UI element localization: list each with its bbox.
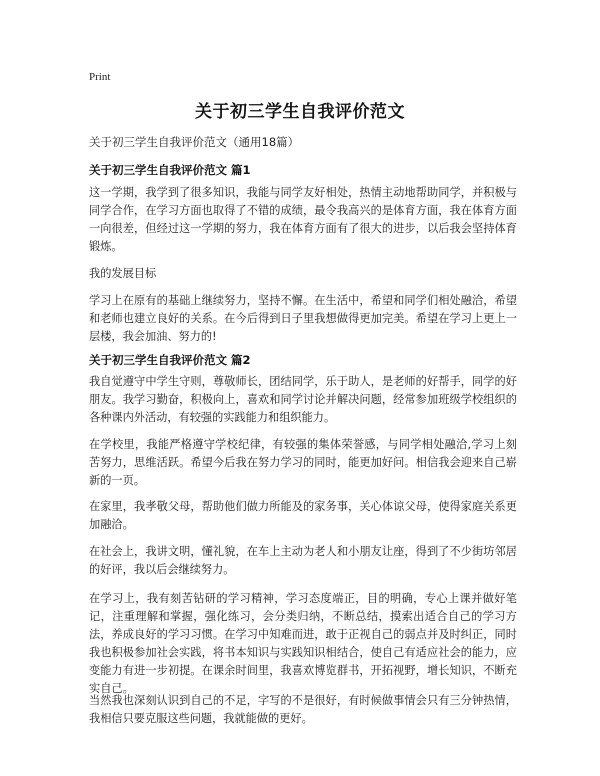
document-title: 关于初三学生自我评价范文 xyxy=(195,102,405,122)
print-link[interactable]: Print xyxy=(89,71,111,83)
paragraph: 当然我也深刻认识到自己的不足，字写的不是很好，有时候做事情会只有三分钟热情，我相信只要克服这些问题，我就能做的更好。 xyxy=(89,694,517,725)
paragraph: 在家里，我孝敬父母，帮助他们做力所能及的家务事，关心体谅父母，使得家庭关系更加融洽。 xyxy=(89,500,517,531)
sub-heading-goals: 我的发展目标 xyxy=(89,267,157,280)
paragraph: 在学习上，我有刻苦钻研的学习精神，学习态度端正，目的明确，专心上课并做好笔记，注重理解和掌握，强化练习，会分类归纳，不断总结，摸索出适合自己的学习方法，养成良好的学习习惯。在学习中知难而进，敢于正视自己的弱点并及时纠正，同时我也积极参加社会实践，将书本知识与实践知识相结合，使自己有适应社会的能力，应变能力有进一步初提。在课余时间里，我喜欢博览群书，开拓视野，增长知识，不断充实自己。 xyxy=(89,592,517,695)
document-subtitle: 关于初三学生自我评价范文（通用18篇） xyxy=(89,135,300,149)
paragraph: 这一学期，我学到了很多知识，我能与同学友好相处，热情主动地帮助同学，并积极与同学合作，在学习方面也取得了不错的成绩，最令我高兴的是体育方面，我在体育方面一向很差，但经过这一学期的努力，我在体育方面有了很大的进步，以后我会坚持体育锻炼。 xyxy=(89,186,517,253)
paragraph: 在社会上，我讲文明，懂礼貌，在车上主动为老人和小朋友让座，得到了不少街坊邻居的好评，我以后会继续努力。 xyxy=(89,545,517,576)
paragraph: 学习上在原有的基础上继续努力，坚持不懈。在生活中，希望和同学们相处融洽，希望和老师也建立良好的关系。在今后得到日子里我想做得更加完美。希望在学习上更上一层楼，我会加油、努力的! xyxy=(89,294,517,343)
section-heading-1: 关于初三学生自我评价范文 篇1 xyxy=(89,163,251,177)
paragraph: 在学校里，我能严格遵守学校纪律，有较强的集体荣誉感，与同学相处融洽,学习上刻苦努力，思维活跃。希望今后我在努力学习的同时，能更加好问。相信我会迎来自己崭新的一页。 xyxy=(89,438,517,487)
section-heading-2: 关于初三学生自我评价范文 篇2 xyxy=(89,353,251,367)
paragraph: 我自觉遵守中学生守则，尊敬师长，团结同学，乐于助人，是老师的好帮手，同学的好朋友。我学习勤奋，积极向上，喜欢和同学讨论并解决问题，经常参加班级学校组织的各种课内外活动，有较强的实践能力和组织能力。 xyxy=(89,375,517,424)
